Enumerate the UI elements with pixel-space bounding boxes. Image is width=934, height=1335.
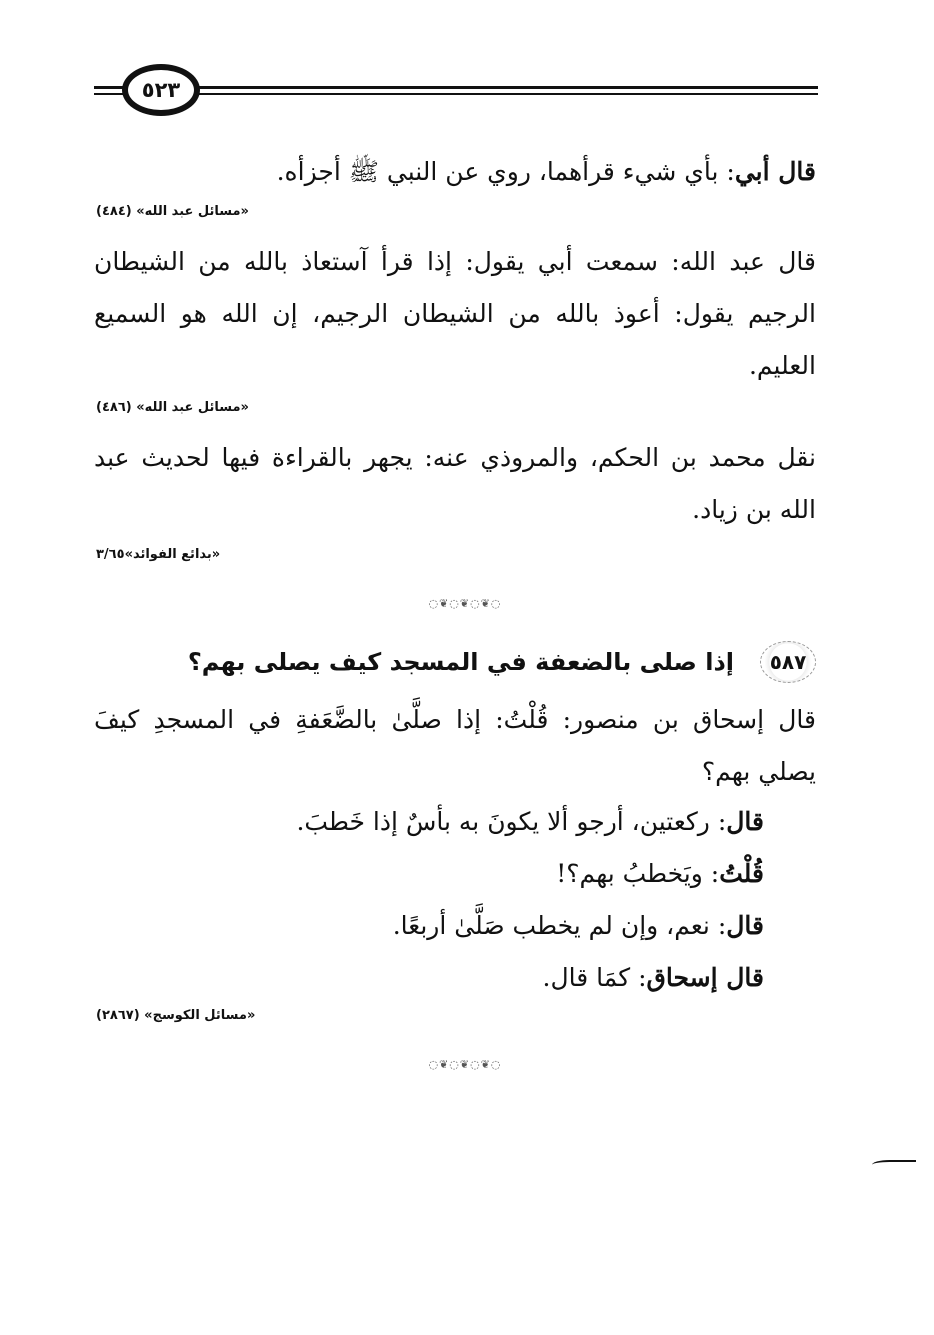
margin-scan-mark [872, 1160, 916, 1172]
chapter-heading [116, 640, 816, 684]
header-rule-left-thin [94, 93, 126, 95]
dialog-text: : كمَا قال. [542, 963, 647, 992]
ornament-divider-2: ◌❦◌❦◌❦◌ [428, 1058, 502, 1071]
chapter-number-badge [760, 641, 816, 683]
dialog-speaker: قال [726, 911, 764, 940]
chapter-number: ٥٨٧ [769, 650, 807, 674]
dialog-speaker: قال [726, 807, 764, 836]
dialog-line-1 [296, 796, 764, 848]
paragraph-2 [94, 236, 816, 392]
question-text: قال إسحاق بن منصور: قُلْتُ: إذا صلَّىٰ بالضَّعَفةِ في المسجدِ كيفَ يصلي بهم؟ [94, 705, 816, 786]
source-citation-2: «مسائل عبد الله» (٤٨٦) [96, 400, 249, 415]
paragraph-3-text: نقل محمد بن الحكم، والمروذي عنه: يجهر بالقراءة فيها لحديث عبد الله بن زياد. [94, 443, 816, 524]
dialog-line-4 [543, 952, 764, 1004]
page-number-badge [122, 64, 200, 116]
source-citation-3: «بدائع الفوائد»٣/٦٥ [96, 547, 221, 562]
paragraph-1 [94, 146, 816, 198]
question-paragraph [94, 694, 816, 798]
header-rule-right-thin [198, 93, 818, 95]
paragraph-2-text: قال عبد الله: سمعت أبي يقول: إذا قرأ آستعاذ بالله من الشيطان الرجيم يقول: أعوذ بالله من الشيطان الرجيم، إن الله هو السميع العليم. [94, 247, 816, 380]
header-rule-right [198, 86, 818, 89]
ornament-divider-1: ◌❦◌❦◌❦◌ [428, 597, 502, 610]
paragraph-3 [94, 432, 816, 536]
dialog-line-2 [556, 848, 764, 900]
dialog-text: : ويَخطبُ بهم؟! [556, 859, 720, 888]
paragraph-1-text: : بأي شيء قرأهما، روي عن النبي ﷺ أجزأه. [276, 157, 735, 186]
page-number: ٥٢٣ [141, 78, 181, 102]
dialog-speaker: قُلْتُ [719, 859, 764, 888]
paragraph-1-lead: قال أبي [734, 157, 816, 186]
dialog-text: : ركعتين، أرجو ألا يكونَ به بأسٌ إذا خَطبَ. [296, 807, 727, 836]
source-citation-4: «مسائل الكوسج» (٢٨٦٧) [96, 1008, 256, 1023]
dialog-line-3 [393, 900, 764, 952]
chapter-title: إذا صلى بالضعفة في المسجد كيف يصلى بهم؟ [187, 648, 734, 676]
source-citation-1: «مسائل عبد الله» (٤٨٤) [96, 204, 249, 219]
dialog-text: : نعم، وإن لم يخطب صَلَّىٰ أربعًا. [392, 911, 727, 940]
dialog-speaker: قال إسحاق [646, 963, 764, 992]
